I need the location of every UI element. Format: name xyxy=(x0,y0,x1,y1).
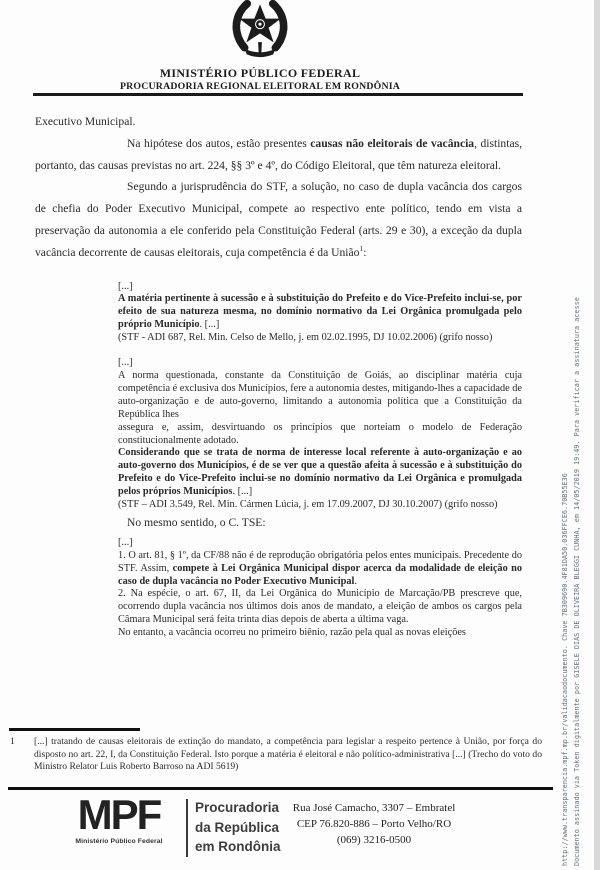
signature-strip-line: http://www.transparencia.mpf.mp.br/validacaodocumento. Chave 7B309690.4F81DA50.036FFCE6.70B55E36 xyxy=(561,473,569,866)
paragraph-bold-text: causas não eleitorais de vacância xyxy=(310,136,475,150)
quote-ellipsis: [...] xyxy=(118,536,133,548)
footer-rule xyxy=(8,787,553,790)
paragraph: No mesmo sentido, o C. TSE: xyxy=(127,515,266,529)
quote-text xyxy=(118,447,522,499)
quote-text xyxy=(118,293,522,332)
paragraph xyxy=(35,176,522,263)
paragraph-fragment: Executivo Municipal. xyxy=(35,115,136,128)
quote-tail-text: . [...] xyxy=(199,319,220,331)
footnote-separator xyxy=(9,728,140,731)
footer-unit-line: em Rondônia xyxy=(195,839,281,854)
quote-text: A norma questionada, constante da Constituição de Goiás, ao disciplinar matéria cuja competência é exclusiva dos Municípios, fere a autonomia destes, mitigando-lhes a capacidade de auto-organização e de auto-governo, limitando a autonomia política que a Constituição da República lhes xyxy=(118,370,522,420)
address-line: (069) 3216-0500 xyxy=(336,834,412,846)
paragraph-text: Na hipótese dos autos, estão presentes xyxy=(127,136,311,150)
document-body xyxy=(35,111,522,640)
mpf-logo-subtitle: Ministério Público Federal xyxy=(75,838,163,845)
paragraph xyxy=(35,133,522,177)
quote-ellipsis: [...] xyxy=(118,280,133,292)
quote-text: No entanto, a vacância ocorreu no primeiro biênio, razão pela qual as novas eleições xyxy=(118,627,466,639)
quote-tail-text: . [...] xyxy=(232,486,253,498)
quote-ellipsis: [...] xyxy=(118,357,133,369)
signature-strip-line: Documento assinado via Token digitalmente por GISELE DIAS DE OLIVEIRA BLEGGI CUNHA, em 14/05/2019 19:49. Para verificar a assinatura acesse xyxy=(572,297,581,866)
quote-block-tse xyxy=(118,537,522,640)
quote-item-text: 1. O art. 81, § 1º, da CF/88 não é de reprodução obrigatória pelos entes municipais. Precedente do STF. Assim, xyxy=(118,549,522,574)
quote-block-stf-adi-687 xyxy=(118,281,522,346)
mpf-logo-text: MPF xyxy=(77,791,161,838)
quote-text: 2. Na espécie, o art. 67, II, da Lei Orgânica do Município de Marcação/PB prescreve que, ocorrendo dupla vacância nos últimos dois anos de mandato, a eleição de ambos os cargos pela Câmara Municipal será feita trinta dias depois de aberta a última vaga. xyxy=(118,588,522,626)
footnote-number: 1 xyxy=(10,736,15,747)
footer-unit-line: Procuradoria xyxy=(195,800,280,815)
header-rule xyxy=(33,93,523,96)
quote-text: assegura e, assim, desvirtuando os princípios que norteiam o modelo de Federação constitucionalmente adotado. xyxy=(118,421,522,446)
ministry-title: MINISTÉRIO PÚBLICO FEDERAL xyxy=(159,66,361,80)
quote-bold-text: compete à Lei Orgânica Municipal dispor acerca da modalidade de eleição no caso de dupla vacância no Poder Executivo Municipal xyxy=(118,562,522,587)
footer-divider xyxy=(186,799,188,857)
digital-signature-strip xyxy=(560,14,583,866)
address-line: CEP 76.820-886 – Porto Velho/RO xyxy=(296,818,452,830)
scan-edge-shadow xyxy=(594,0,600,870)
paragraph-text: : xyxy=(363,245,367,259)
paragraph-text: Segundo a jurisprudência do STF, a solução, no caso de dupla vacância dos cargos de chefia do Poder Executivo Municipal, compete ao respectivo ente político, tendo em vista a preservação da autonomia a ele conferido pela Constituição Federal (arts. 29 e 30), a exceção da dupla vacância decorrente de causas eleitorais, cuja competência é da União xyxy=(35,180,522,259)
footer-unit-line: da República xyxy=(195,819,280,835)
quote-citation: (STF – ADI 3.549, Rel. Min. Cármen Lúcia, j. em 17.09.2007, DJ 30.10.2007) (grifo nosso) xyxy=(118,499,498,511)
quote-text xyxy=(118,550,522,589)
mpf-logo xyxy=(58,793,180,845)
quote-bold-text: Considerando que se trata de norma de interesse local referente à auto-organização e ao auto-governo dos Municípios, é de se ver que a questão afeita à sucessão e à substituição do Prefeito e do Vice-Prefeito inclui-se no domínio normativo da Lei Orgânica e promulgada pelos próprios Municípios xyxy=(118,447,522,498)
paragraph-text: , distintas, portanto, das causas previstas no art. 224, §§ 3º e 4º, do Código Eleitoral, que têm natureza eleitoral. xyxy=(35,136,522,172)
address-line: Rua José Camacho, 3307 – Embratel xyxy=(292,802,456,814)
footer-address xyxy=(238,800,510,848)
quote-item-text: . xyxy=(354,575,357,587)
office-title: PROCURADORIA REGIONAL ELEITORAL EM RONDÔNIA xyxy=(119,81,401,92)
brazil-coat-of-arms-icon xyxy=(228,0,292,65)
quote-bold-text: A matéria pertinente à sucessão e à substituição do Prefeito e do Vice-Prefeito inclui-se, por efeito de sua natureza mesma, no domínio normativo da Lei Orgânica promulgada pelo próprio Município xyxy=(118,293,522,331)
quote-citation: (STF - ADI 687, Rel. Min. Celso de Mello, j. em 02.02.1995, DJ 10.02.2006) (grifo nosso) xyxy=(118,332,493,344)
quote-block-stf-adi-3549 xyxy=(118,357,522,512)
document-header xyxy=(20,0,500,92)
footnote xyxy=(10,736,542,774)
footnote-reference: 1 xyxy=(359,243,364,253)
footnote-text: [...] tratando de causas eleitorais de extinção do mandato, a competência para legislar a respeito pertence à União, por força do disposto no art. 22, I, da Constituição Federal. Isto porque a matéria é eleitoral e não político-administrativa [...] (Trecho do voto do Ministro Relator Luis Roberto Barroso na ADI 5619) xyxy=(34,736,542,773)
